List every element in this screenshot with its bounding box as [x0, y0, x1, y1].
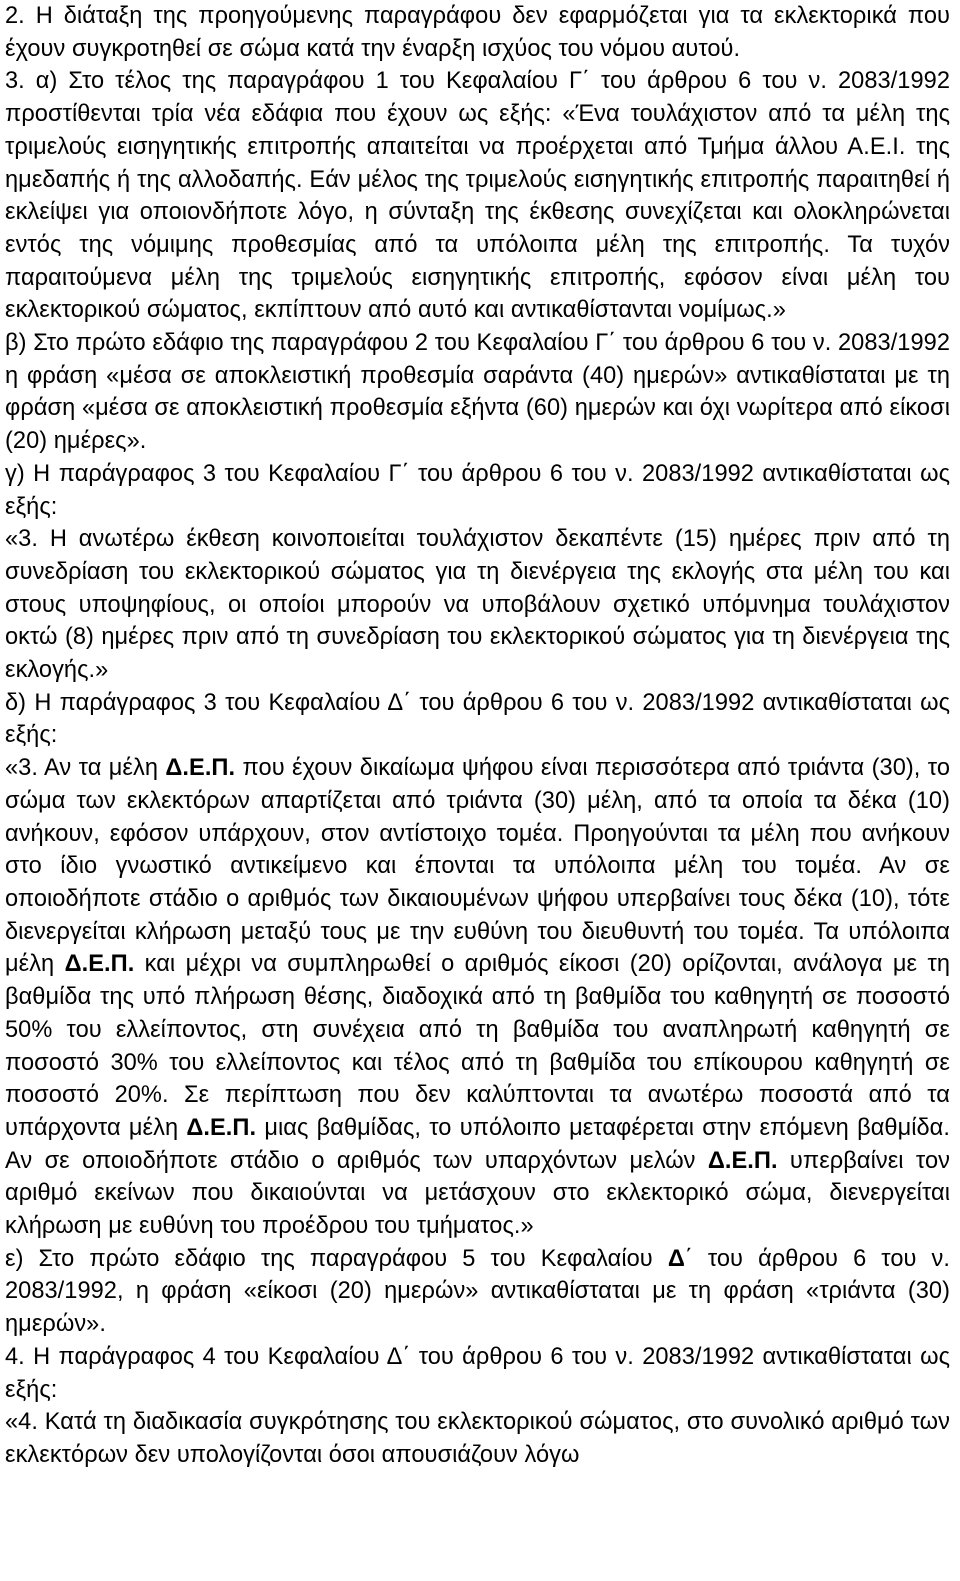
paragraph-3c-quote: «3. Η ανωτέρω έκθεση κοινοποιείται τουλάχιστον δεκαπέντε (15) ημέρες πριν από τη συνεδρίαση του εκλεκτορικού σώματος για τη διενέργεια της εκλογής στα μέλη του και στους υποψηφίους, οι οποίοι μπορούν να υποβάλουν σχετικό υπόμνημα τουλάχιστον οκτώ (8) ημέρες πριν από τη συνεδρίαση του εκλεκτορικού σώματος για τη διενέργεια της εκλογής.» [5, 526, 950, 684]
bold-letter: Δ [667, 1245, 685, 1272]
bold-abbreviation: Δ.Ε.Π. [186, 1114, 257, 1141]
paragraph-3d-intro: δ) Η παράγραφος 3 του Κεφαλαίου Δ΄ του άρθρου 6 του ν. 2083/1992 αντικαθίσταται ως εξής: [5, 689, 950, 749]
paragraph-3c-intro: γ) Η παράγραφος 3 του Κεφαλαίου Γ΄ του άρθρου 6 του ν. 2083/1992 αντικαθίσταται ως εξής: [5, 460, 950, 520]
bold-abbreviation: Δ.Ε.Π. [64, 951, 135, 978]
bold-abbreviation: Δ.Ε.Π. [165, 755, 236, 782]
document-page [5, 0, 950, 1472]
paragraph-4-intro: 4. Η παράγραφος 4 του Κεφαλαίου Δ΄ του άρθρου 6 του ν. 2083/1992 αντικαθίσταται ως εξής: [5, 1343, 950, 1403]
text-run: «3. Αν τα μέλη [5, 755, 166, 782]
text-run: υπερβαίνει τον αριθμό εκείνων που δικαιούνται να μετάσχουν στο εκλεκτορικό σώμα, διενεργείται κλήρωση με ευθύνη του προέδρου του τμήματος.» [5, 1147, 950, 1240]
paragraph-3e [5, 1243, 950, 1341]
paragraph-3a: 3. α) Στο τέλος της παραγράφου 1 του Κεφαλαίου Γ΄ του άρθρου 6 του ν. 2083/1992 προστίθενται τρία νέα εδάφια που έχουν ως εξής: «Ένα τουλάχιστον από τα μέλη της τριμελούς εισηγητικής επιτροπής απαιτείται να προέρχεται από Τμήμα άλλου Α.Ε.Ι. της ημεδαπής ή της αλλοδαπής. Εάν μέλος της τριμελούς εισηγητικής επιτροπής παραιτηθεί ή εκλείψει για οποιονδήποτε λόγο, η σύνταξη της έκθεσης συνεχίζεται και ολοκληρώνεται εντός της νόμιμης προθεσμίας από τα υπόλοιπα μέλη της επιτροπής. Τα τυχόν παραιτούμενα μέλη της τριμελούς εισηγητικής επιτροπής, εφόσον είναι μέλη του εκλεκτορικού σώματος, εκπίπτουν από αυτό και αντικαθίστανται νομίμως.» [5, 68, 950, 324]
text-run: ΄ του άρθρου 6 του ν. 2083/1992, η φράση «είκοσι (20) ημερών» αντικαθίσταται με τη φράση «τριάντα (30) ημερών». [5, 1245, 950, 1338]
paragraph-4-quote: «4. Κατά τη διαδικασία συγκρότησης του εκλεκτορικού σώματος, στο συνολικό αριθμό των εκλεκτόρων δεν υπολογίζονται όσοι απουσιάζουν λόγω [5, 1409, 950, 1468]
bold-abbreviation: Δ.Ε.Π. [707, 1147, 778, 1174]
text-run: ε) Στο πρώτο εδάφιο της παραγράφου 5 του Κεφαλαίου [5, 1245, 668, 1272]
text-run: και μέχρι να συμπληρωθεί ο αριθμός είκοσι (20) ορίζονται, ανάλογα με τη βαθμίδα της υπό πλήρωση θέσης, διαδοχικά από τη βαθμίδα του καθηγητή σε ποσοστό 50% του ελλείποντος, στη συνέχεια από τη βαθμίδα του αναπληρωτή καθηγητή σε ποσοστό 30% του ελλείποντος και τέλος από τη βαθμίδα του επίκουρου καθηγητή σε ποσοστό 20%. Σε περίπτωση που δεν καλύπτονται τα ανωτέρω ποσοστά από τα υπάρχοντα μέλη [5, 951, 951, 1141]
paragraph-3d-quote [5, 752, 950, 1243]
paragraph-2: 2. Η διάταξη της προηγούμενης παραγράφου δεν εφαρμόζεται για τα εκλεκτορικά που έχουν συγκροτηθεί σε σώμα κατά την έναρξη ισχύος του νόμου αυτού. [5, 3, 950, 62]
paragraph-3b: β) Στο πρώτο εδάφιο της παραγράφου 2 του Κεφαλαίου Γ΄ του άρθρου 6 του ν. 2083/1992 η φράση «μέσα σε αποκλειστική προθεσμία σαράντα (40) ημερών» αντικαθίσταται με τη φράση «μέσα σε αποκλειστική προθεσμία εξήντα (60) ημερών και όχι νωρίτερα από είκοσι (20) ημέρες». [5, 330, 950, 455]
text-run: που έχουν δικαίωμα ψήφου είναι περισσότερα από τριάντα (30), το σώμα των εκλεκτόρων απαρτίζεται από τριάντα (30) μέλη, από τα οποία τα δέκα (10) ανήκουν, εφόσον υπάρχουν, στον αντίστοιχο τομέα. Προηγούνται τα μέλη που ανήκουν στο ίδιο γνωστικό αντικείμενο και έπονται τα υπόλοιπα μέλη του τομέα. Αν σε οποιοδήποτε στάδιο ο αριθμός των δικαιουμένων ψήφου υπερβαίνει τους δέκα (10), τότε διενεργείται κλήρωση μεταξύ τους με την ευθύνη του διευθυντή του τομέα. Τα υπόλοιπα μέλη [5, 755, 950, 978]
text-run: μιας βαθμίδας, το υπόλοιπο μεταφέρεται στην επόμενη βαθμίδα. Αν σε οποιοδήποτε στάδιο ο αριθμός των υπαρχόντων μελών [5, 1114, 950, 1174]
